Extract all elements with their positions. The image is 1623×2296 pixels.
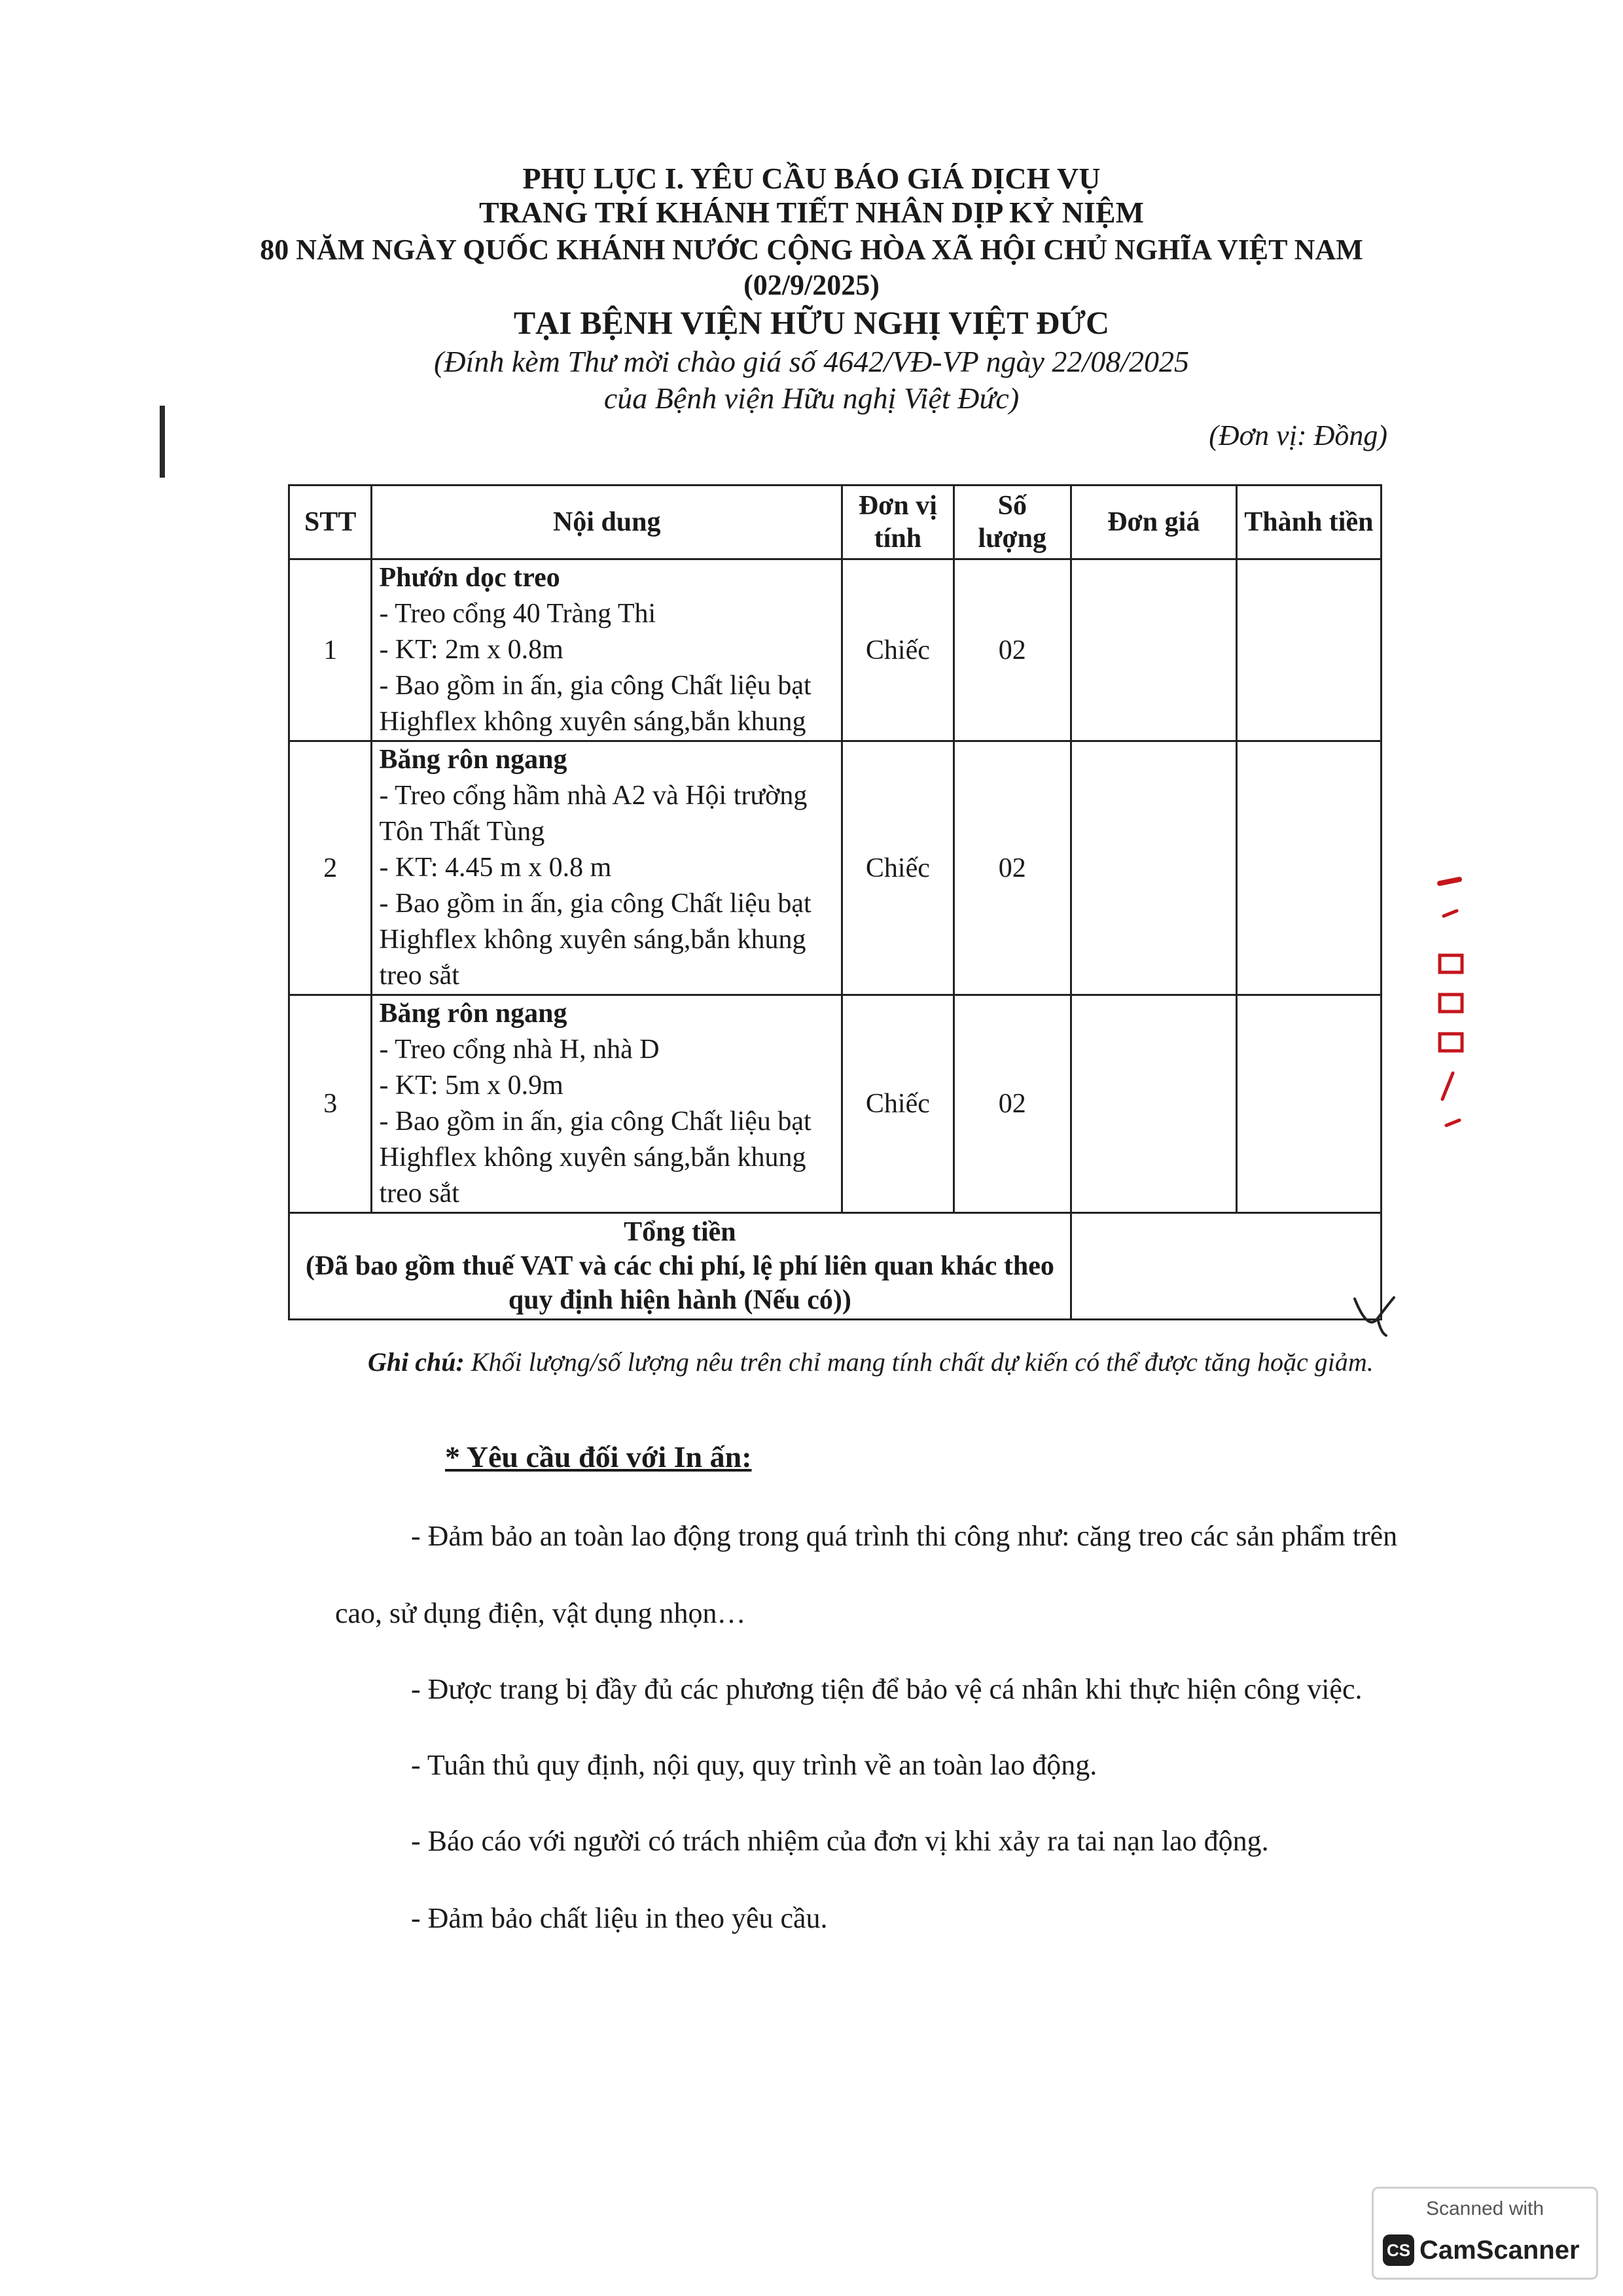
table-row <box>289 995 1382 1213</box>
title-line-4: (02/9/2025) <box>743 269 880 301</box>
total-note: (Đã bao gồm thuế VAT và các chi phí, lệ phí liên quan khác theo quy định hiện hành (Nếu có)) <box>305 1251 1054 1315</box>
scan-edge-mark <box>160 406 165 478</box>
table-row <box>289 741 1382 995</box>
total-row <box>289 1213 1382 1320</box>
stamp-edge-mark <box>1420 877 1466 1152</box>
item-line: - KT: 5m x 0.9m <box>379 1070 563 1101</box>
row-content <box>372 995 842 1213</box>
attachment-line-1: (Đính kèm Thư mời chào giá số 4642/VĐ-VP ngày 22/08/2025 <box>434 345 1189 378</box>
row-content <box>372 559 842 741</box>
currency-unit: (Đơn vị: Đồng) <box>1209 419 1387 451</box>
row-unit: Chiếc <box>842 995 954 1213</box>
row-qty: 02 <box>954 995 1071 1213</box>
requirement-2: - Được trang bị đầy đủ các phương tiện để bảo vệ cá nhân khi thực hiện công việc. <box>411 1673 1363 1705</box>
requirement-1: - Đảm bảo an toàn lao động trong quá trình thi công như: căng treo các sản phẩm trên <box>411 1520 1398 1552</box>
table-row <box>289 559 1382 741</box>
header-total: Thành tiền <box>1236 486 1381 559</box>
note-text: Khối lượng/số lượng nêu trên chỉ mang tính chất dự kiến có thể được tăng hoặc giảm. <box>471 1347 1374 1377</box>
quote-table <box>288 484 1382 1320</box>
item-line: - Bao gồm in ấn, gia công Chất liệu bạt Highflex không xuyên sáng,bắn khung <box>379 671 812 737</box>
camscanner-watermark <box>1372 2187 1598 2280</box>
row-unit: Chiếc <box>842 741 954 995</box>
row-price <box>1071 741 1236 995</box>
signature-mark <box>1348 1292 1407 1338</box>
title-line-2: TRANG TRÍ KHÁNH TIẾT NHÂN DỊP KỶ NIỆM <box>479 196 1144 229</box>
attachment-line-2: của Bệnh viện Hữu nghị Việt Đức) <box>603 381 1020 415</box>
watermark-brand: CamScanner <box>1419 2236 1580 2265</box>
camscanner-logo-icon: CS <box>1383 2234 1414 2266</box>
requirement-3: - Tuân thủ quy định, nội quy, quy trình về an toàn lao động. <box>411 1749 1097 1781</box>
row-stt: 2 <box>289 741 372 995</box>
item-title: Phướn dọc treo <box>379 563 560 593</box>
table-header-row <box>289 486 1382 559</box>
row-stt: 3 <box>289 995 372 1213</box>
header-unit: Đơn vị tính <box>842 486 954 559</box>
requirements-title: * Yêu cầu đối với In ấn: <box>445 1440 752 1474</box>
item-line: - Treo cổng hầm nhà A2 và Hội trường Tôn Thất Tùng <box>379 781 808 847</box>
item-line: - Treo cổng nhà H, nhà D <box>379 1034 660 1065</box>
item-line: - KT: 4.45 m x 0.8 m <box>379 853 612 883</box>
title-line-5: TẠI BỆNH VIỆN HỮU NGHỊ VIỆT ĐỨC <box>513 304 1110 341</box>
row-total <box>1236 559 1381 741</box>
header-qty: Số lượng <box>954 486 1071 559</box>
watermark-top-text: Scanned with <box>1425 2198 1544 2219</box>
total-label-cell <box>289 1213 1071 1320</box>
header-content: Nội dung <box>372 486 842 559</box>
row-qty: 02 <box>954 559 1071 741</box>
note-label: Ghi chú: <box>368 1347 465 1377</box>
item-title: Băng rôn ngang <box>379 998 567 1029</box>
total-value <box>1071 1213 1381 1320</box>
row-qty: 02 <box>954 741 1071 995</box>
row-total <box>1236 741 1381 995</box>
requirement-1-continued: cao, sử dụng điện, vật dụng nhọn… <box>335 1597 746 1629</box>
row-content <box>372 741 842 995</box>
row-price <box>1071 559 1236 741</box>
item-line: - Bao gồm in ấn, gia công Chất liệu bạt Highflex không xuyên sáng,bắn khung treo sắt <box>379 889 812 991</box>
item-line: - Bao gồm in ấn, gia công Chất liệu bạt Highflex không xuyên sáng,bắn khung treo sắt <box>379 1106 812 1209</box>
note-line <box>368 1347 1374 1377</box>
item-line: - Treo cổng 40 Tràng Thi <box>379 599 656 629</box>
row-total <box>1236 995 1381 1213</box>
title-line-3: 80 NĂM NGÀY QUỐC KHÁNH NƯỚC CỘNG HÒA XÃ HỘI CHỦ NGHĨA VIỆT NAM <box>260 234 1363 266</box>
header-price: Đơn giá <box>1071 486 1236 559</box>
title-line-1: PHỤ LỤC I. YÊU CẦU BÁO GIÁ DỊCH VỤ <box>522 162 1101 195</box>
row-price <box>1071 995 1236 1213</box>
item-title: Băng rôn ngang <box>379 745 567 775</box>
total-label: Tổng tiền <box>624 1217 736 1247</box>
row-stt: 1 <box>289 559 372 741</box>
requirement-5: - Đảm bảo chất liệu in theo yêu cầu. <box>411 1902 828 1934</box>
header-stt: STT <box>289 486 372 559</box>
row-unit: Chiếc <box>842 559 954 741</box>
item-line: - KT: 2m x 0.8m <box>379 635 563 665</box>
requirement-4: - Báo cáo với người có trách nhiệm của đơn vị khi xảy ra tai nạn lao động. <box>411 1825 1269 1857</box>
